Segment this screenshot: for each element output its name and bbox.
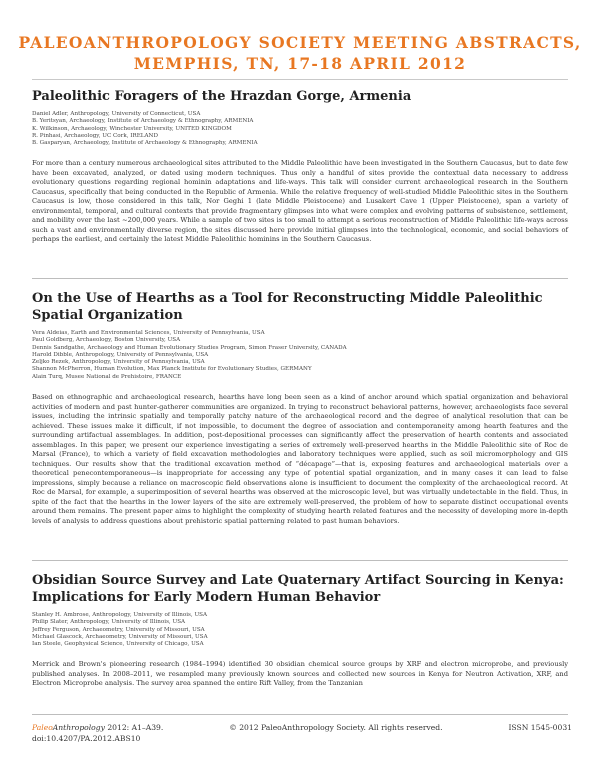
author: Shannon McPherron, Human Evolution, Max Planck Institute for Evolutionary Studies, GERMANY bbox=[32, 366, 312, 373]
author: Zeljko Rezek, Anthropology, University of Pennsylvania, USA bbox=[32, 359, 205, 366]
author-list bbox=[32, 330, 568, 381]
author: Philip Slater, Anthropology, University of Illinois, USA bbox=[32, 619, 186, 626]
author-list bbox=[32, 111, 568, 147]
author: Vera Aldeias, Earth and Environmental Sciences, University of Pennsylvania, USA bbox=[32, 330, 265, 336]
copyright-notice: © 2012 PaleoAnthropology Society. All rights reserved. bbox=[229, 723, 443, 732]
author: Daniel Adler, Anthropology, University of Connecticut, USA bbox=[32, 111, 201, 117]
citation-pages: 2012: A1–A39. bbox=[104, 723, 164, 732]
abstract-article bbox=[32, 88, 568, 252]
article-title: On the Use of Hearths as a Tool for Reconstructing Middle Paleolithic Spatial Organization bbox=[32, 291, 543, 323]
masthead-line-2: MEMPHIS, TN, 17-18 APRIL 2012 bbox=[133, 54, 467, 73]
article-title: Paleolithic Foragers of the Hrazdan Gorge, Armenia bbox=[32, 89, 412, 104]
author: B. Gasparyan, Archaeology, Institute of Archaeology & Ethnography, ARMENIA bbox=[32, 140, 258, 147]
abstract-text: Based on ethnographic and archaeological research, hearths have long been seen as a kind of anchor around which spatial organization and behavioral activities of modern and past hunter-gatherer communities are organized. In trying to reconstruct behavioral patterns, however, archaeologists face several issues, including the intrinsic spatially and temporally patchy nature of the archaeological record and the degree of analytical resolution that can be achieved. These issues make it difficult, if not impossible, to document the degree of association and contemporaneity among hearth features and the surrounding artifactual assemblages. In addition, post-depositional processes can significantly affect the preservation of hearth contents and associated assemblages. In this paper, we present our experience investigating a series of extremely well-preserved hearths in the Middle Paleolithic site of Roc de Marsal (France), to which a variety of field excavation methodologies and laboratory techniques were applied, such as soil micromorphology and GIS techniques. Our results show that the traditional excavation method of “décapage”—that is, exposing features and archaeological materials over a theoretical penecontemporaneous—is inappropriate for accessing any type of potential spatial organization, and in many cases it can lead to false impressions, simply because a reliance on macroscopic field observations alone is insufficient to document the complexity of the archaeological record. At Roc de Marsal, for example, a superimposition of several hearths was observed at the microscopic level, but was virtually undetectable in the field. Thus, in spite of the fact that the hearths in the lower layers of the site are extremely well-preserved, the problem of how to separate distinct occupational events around them remains. The present paper aims to highlight the complexity of studying hearth related features and the necessity of developing more in-depth levels of analysis to address questions about prehistoric spatial patterning related to past human behaviors. bbox=[32, 393, 568, 525]
masthead bbox=[0, 32, 600, 74]
abstract-text: For more than a century numerous archaeological sites attributed to the Middle Paleolithic have been investigated in the Southern Caucasus, but to date few have been excavated, analyzed, or dated using modern techniques. Thus only a handful of sites provide the contextual data necessary to address evolutionary questions regarding regional hominin adaptations and life-ways. This talk will consider current archaeological research in the Southern Caucasus, specifically that being conducted in the Republic of Armenia. While the relative frequency of well-studied Middle Paleolithic sites in the Southern Caucasus is low, those considered in this talk, Nor Geghi 1 (late Middle Pleistocene) and Lusakert Cave 1 (Upper Pleistocene), span a variety of environmental, temporal, and cultural contexts that provide fragmentary glimpses into what were complex and evolving patterns of subsistence, settlement, and mobility over the last ~200,000 years. While a sample of two sites is too small to attempt a serious reconstruction of Middle Paleolithic life-ways across such a vast and environmentally diverse region, the sites discussed here provide initial glimpses into the technological, economic, and social behaviors of perhaps the earliest, and certainly the latest Middle Paleolithic hominins in the Southern Caucasus. bbox=[32, 159, 568, 244]
abstract-text: Merrick and Brown's pioneering research (1984–1994) identified 30 obsidian chemical source groups by XRF and electron microprobe, and previously published analyses. In 2008–2011, we resampled many previously known sources and collected new sources in Kenya for Neutron Activation, XRF, and Electron Microprobe analysis. The survey area spanned the entire Rift Valley, from the Tanzanian bbox=[32, 660, 568, 688]
abstract-article bbox=[32, 290, 568, 533]
masthead-line-1: PALEOANTHROPOLOGY SOCIETY MEETING ABSTRACTS, bbox=[18, 33, 582, 52]
journal-name-prefix: Paleo bbox=[32, 723, 53, 732]
author: Stanley H. Ambrose, Anthropology, University of Illinois, USA bbox=[32, 612, 208, 618]
author: Harold Dibble, Anthropology, University of Pennsylvania, USA bbox=[32, 351, 209, 358]
section-divider bbox=[32, 560, 568, 561]
author: Michael Glascock, Archaeometry, University of Missouri, USA bbox=[32, 633, 208, 640]
author: K. Wilkinson, Archaeology, Winchester University, UNITED KINGDOM bbox=[32, 125, 232, 132]
author: Dennis Sandgathe, Archaeology and Human Evolutionary Studies Program, Simon Fraser University, CANADA bbox=[32, 344, 347, 351]
footer-row bbox=[32, 722, 572, 733]
page-footer bbox=[32, 722, 572, 744]
author-list bbox=[32, 612, 568, 648]
author: B. Yeritsyan, Archaeology, Institute of Archaeology & Ethnography, ARMENIA bbox=[32, 118, 254, 125]
article-title: Obsidian Source Survey and Late Quaternary Artifact Sourcing in Kenya: Implications for Early Modern Human Behavior bbox=[32, 573, 564, 605]
abstract-article bbox=[32, 572, 568, 696]
author: Alain Turq, Musee National de Prehistoire, FRANCE bbox=[32, 373, 182, 380]
journal-citation bbox=[32, 722, 163, 733]
section-divider bbox=[32, 278, 568, 279]
author: R. Pinhasi, Archaeology, UC Cork, IRELAND bbox=[32, 132, 158, 139]
issn: ISSN 1545-0031 bbox=[508, 723, 572, 732]
top-rule bbox=[32, 79, 568, 80]
author: Paul Goldberg, Archaeology, Boston University, USA bbox=[32, 337, 181, 344]
footer-divider bbox=[32, 714, 568, 715]
author: Ian Steele, Geophysical Science, University of Chicago, USA bbox=[32, 641, 204, 648]
doi: doi:10.4207/PA.2012.ABS10 bbox=[32, 734, 141, 743]
author: Jeffrey Ferguson, Archaeometry, University of Missouri, USA bbox=[32, 626, 205, 633]
journal-name-suffix: Anthropology bbox=[52, 723, 105, 732]
